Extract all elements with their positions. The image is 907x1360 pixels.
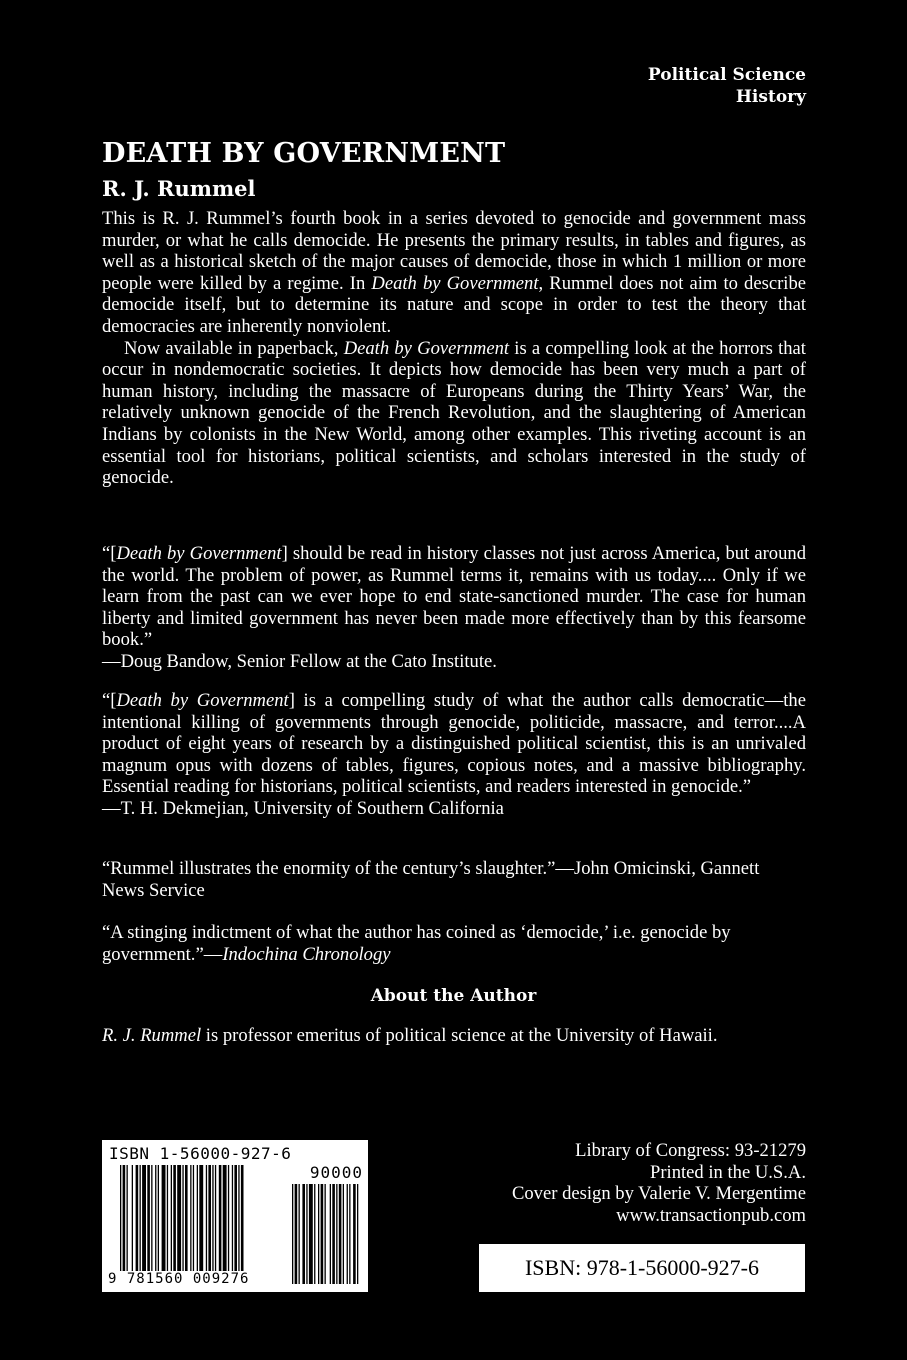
barcode-bar xyxy=(228,1165,229,1277)
about-author-text: R. J. Rummel is professor emeritus of political science at the University of Hawaii. xyxy=(102,1025,718,1046)
barcode-bar xyxy=(158,1165,159,1277)
barcode-bar xyxy=(167,1165,168,1277)
book-author: R. J. Rummel xyxy=(102,176,256,201)
barcode-addon-digits: 90000 xyxy=(309,1163,363,1182)
about-author-heading: About the Author xyxy=(370,986,537,1006)
barcode-bar xyxy=(219,1165,222,1277)
barcode-addon-bar xyxy=(330,1184,331,1284)
barcode-bar xyxy=(147,1165,150,1277)
barcode-addon-bar xyxy=(306,1184,307,1284)
barcode-addon-bar xyxy=(339,1184,342,1284)
barcode-addon-bar xyxy=(295,1184,298,1284)
barcode-addon-bar xyxy=(292,1184,293,1284)
cover-design-credit: Cover design by Valerie V. Mergentime xyxy=(511,1183,806,1205)
barcode-bar xyxy=(197,1165,198,1277)
barcode-bar xyxy=(199,1165,203,1277)
quote-bandow: “[Death by Government] should be read in history classes not just across America, but around the world. The problem of power, as Rummel terms it, remains with us today.... Only if we learn from the past can we ever hope to end state-sanctioned murder. The case for human liberty and limited government has never been made more effectively than by this fearsome book.” —Doug Bandow, Senior Fellow at the Cato Institute. xyxy=(102,543,806,672)
barcode-bar xyxy=(208,1165,211,1277)
category-political-science: Political Science xyxy=(647,65,806,85)
description-paragraph-2: Now available in paperback, Death by Government is a compelling look at the horrors that occur in nondemocratic societies. It depicts how democide has been very much a part of human history, including the massacre of Europeans during the Thirty Years’ War, the relatively unknown genocide of the French Revolution, and the slaughtering of American Indians by colonists in the New World, among other examples. This riveting account is an essential tool for historians, political scientists, and scholars interested in the study of genocide. xyxy=(102,337,806,489)
barcode-bar xyxy=(173,1165,176,1277)
barcode-bar xyxy=(238,1165,239,1277)
library-of-congress: Library of Congress: 93-21279 xyxy=(575,1140,806,1161)
barcode-addon-bar xyxy=(325,1184,326,1284)
barcode-bar xyxy=(155,1165,156,1277)
barcode-addon-bar xyxy=(302,1184,305,1284)
barcode xyxy=(102,1140,368,1292)
barcode-addon-bar xyxy=(332,1184,335,1284)
barcode-bar xyxy=(212,1165,213,1277)
publisher-url: www.transactionpub.com xyxy=(616,1204,806,1226)
category-labels xyxy=(648,64,806,108)
barcode-addon-bar xyxy=(321,1184,324,1284)
barcode-addon-bar xyxy=(336,1184,337,1284)
category-history: History xyxy=(735,87,806,107)
barcode-bar xyxy=(136,1165,139,1277)
barcode-bar xyxy=(232,1165,233,1277)
quote-dekmejian: “[Death by Government] is a compelling study of what the author calls democratic—the intentional killing of governments through genocide, politicide, massacre, and terror....A product of eight years of research by a distinguished political scientist, this is an unrivaled magnum opus with dozens of tables, figures, copious notes, and a massive bibliography. Essential reading for historians, political scientists, and readers interested in genocide.” —T. H. Dekmejian, University of Southern California xyxy=(102,690,806,819)
barcode-isbn-text: ISBN 1-56000-927-6 xyxy=(109,1144,292,1163)
barcode-bar xyxy=(241,1165,244,1277)
barcode-bar xyxy=(185,1165,188,1277)
isbn-label: ISBN: 978-1-56000-927-6 xyxy=(479,1244,805,1292)
barcode-bar xyxy=(182,1165,183,1277)
barcode-bar xyxy=(215,1165,216,1277)
barcode-addon-bar xyxy=(353,1184,356,1284)
printed-in: Printed in the U.S.A. xyxy=(650,1161,806,1183)
barcode-bar xyxy=(234,1165,237,1277)
barcode-addon-bar xyxy=(318,1184,319,1284)
quote-indochina: “A stinging indictment of what the author has coined as ‘democide,’ i.e. genocide by government.”—Indochina Chronology xyxy=(102,922,731,965)
quote-attribution: —T. H. Dekmejian, University of Southern California xyxy=(102,797,504,819)
barcode-bar xyxy=(127,1165,128,1277)
quote-omicinski: “Rummel illustrates the enormity of the century’s slaughter.”—John Omicinski, Gannett News Service xyxy=(102,858,760,901)
publication-info xyxy=(446,1140,806,1226)
barcode-addon-bar xyxy=(349,1184,350,1284)
barcode-addon-bar xyxy=(314,1184,315,1284)
barcode-bar xyxy=(140,1165,141,1277)
description-paragraph-1: This is R. J. Rummel’s fourth book in a series devoted to genocide and government mass murder, or what he calls democide. He presents the primary results, in tables and figures, as well as a historical sketch of the major causes of democide, those in which 1 million or more people were killed by a regime. In Death by Government, Rummel does not aim to describe democide itself, but to determine its nature and scope in order to test the theory that democracies are inherently nonviolent. xyxy=(102,208,807,337)
barcode-bar xyxy=(162,1165,166,1277)
barcode-addon-bar xyxy=(343,1184,344,1284)
book-description xyxy=(102,208,806,489)
book-title: DEATH BY GOVERNMENT xyxy=(102,138,506,169)
barcode-addon-bar xyxy=(299,1184,300,1284)
barcode-bar xyxy=(151,1165,152,1277)
barcode-addon-bar xyxy=(309,1184,313,1284)
barcode-bar xyxy=(120,1165,121,1277)
barcode-addon-bar xyxy=(347,1184,348,1284)
barcode-bar xyxy=(190,1165,191,1277)
barcode-bar xyxy=(223,1165,227,1277)
barcode-bar xyxy=(123,1165,126,1277)
quote-attribution: —Doug Bandow, Senior Fellow at the Cato Institute. xyxy=(102,650,497,672)
barcode-addon-bar xyxy=(357,1184,358,1284)
barcode-bar xyxy=(171,1165,172,1277)
barcode-bar xyxy=(177,1165,181,1277)
barcode-bar xyxy=(132,1165,133,1277)
barcode-bar xyxy=(193,1165,194,1277)
barcode-bar xyxy=(206,1165,207,1277)
barcode-digits: 9 781560 009276 xyxy=(108,1271,250,1287)
barcode-bar xyxy=(142,1165,146,1277)
